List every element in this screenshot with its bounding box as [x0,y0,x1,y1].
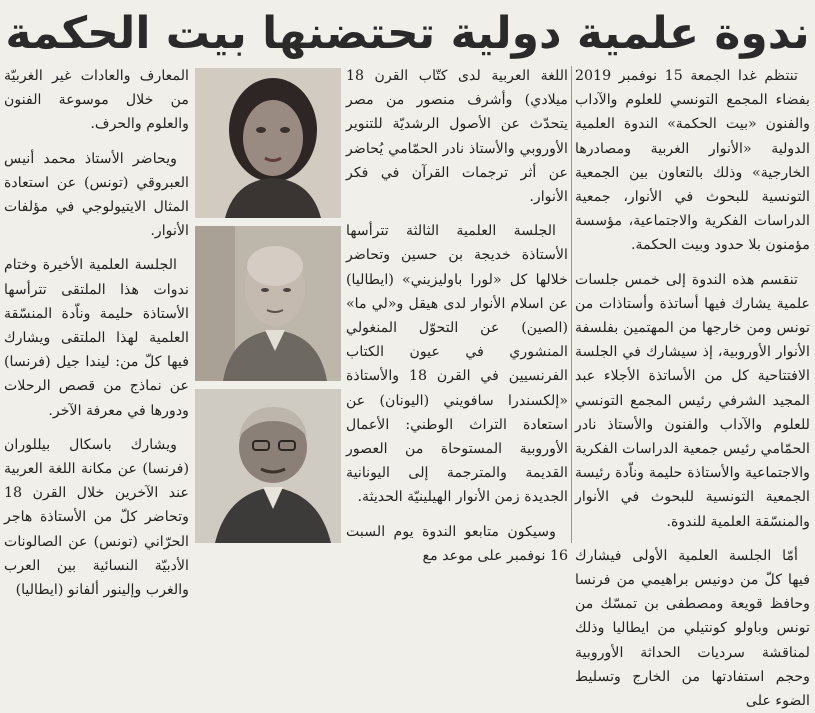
paragraph: الجلسة العلمية الثالثة تترأسها الأستاذة خديجة بن حسين وتحاضر خلالها كل «لورا باوليزيني» (ايطاليا) عن اسلام الأنوار لدى هيقل و«لي ما» (الصين) عن التحوّل المنغولي المنشوري في عيون الكتاب الفرنسيين في القرن 18 والأستاذة «إلكسندرا سافويني (اليونان) عن استعادة التراث الوطني: الأعمال الأوروبية المستوحاة من العصور القديمة والمترجمة إلى اليونانية الجديدة زمن الأنوار الهيلينيّة الحديثة. [346,223,569,506]
paragraph: أمّا الجلسة العلمية الأولى فيشارك فيها كلّ من دونيس براهيمي من فرنسا وحافظ قويعة ومصطفى بن تمسّك من تونس وباولو كونتيلي من ايطاليا وذلك لمناقشة سرديات الحداثة الأوروبية وحجم استفادتها من الخارج وتسليط الضوء على [575,547,810,710]
paragraph: ويشارك باسكال بيللوران (فرنسا) عن مكانة اللغة العربية عند الآخرين خلال القرن 18 وتحاضر كلّ من الأستاذة هاجر الحرّاني (تونس) عن الصالونات الأدبيّة النسائية بين العرب والغرب وإلينور ألفانو (ايطاليا) [4,436,189,599]
column-middle [346,64,569,564]
portrait-photo-woman [195,68,341,218]
paragraph: وسيكون متابعو الندوة يوم السبت 16 نوفمبر على موعد مع [346,523,568,564]
paragraph: المعارف والعادات غير الغربيّة من خلال موسوعة الفنون والعلوم والحرف. [4,68,189,133]
article-headline: ندوة علمية دولية تحتضنها بيت الحكمة [5,7,810,59]
portrait-photo-man-2 [195,389,341,543]
paragraph: ويحاضر الأستاذ محمد أنيس العبروقي (تونس) عن استعادة المثال الايتيولوجي في مؤلفات الأنوار. [4,150,189,240]
column-left [4,64,189,599]
paragraph: تنقسم هذه الندوة إلى خمس جلسات علمية يشارك فيها أساتذة وأستاذات من تونس ومن خارجها من المهتمين بفلسفة الأنوار الأوروبية، إذ سيشارك في الجلسة الافتتاحية كل من الأساتذة الأجلاء عبد المجيد الشرفي رئيس المجمع التونسي للعلوم والآداب والفنون والأستاذ نادر الحمّامي رئيس جمعية الدراسات الفكرية والاجتماعية والأستاذة حليمة وناّدة رئيسة الجمعية التونسية للبحوث في الأنوار والمنسّقة العلمية للندوة. [574,271,810,530]
paragraph: اللغة العربية لدى كتّاب القرن 18 ميلادي) وأشرف منصور من مصر يتحدّث عن الأصول الرشديّة للتنوير الأوروبي والأستاذ نادر الحمّامي يُحاضر عن أثر ترجمات القرآن في فكر الأنوار. [346,68,568,206]
column-right [574,64,810,710]
column-divider [571,66,572,543]
portrait-photo-man [195,226,341,381]
paragraph: تنتظم غدا الجمعة 15 نوفمبر 2019 بفضاء المجمع التونسي للعلوم والآداب والفنون «بيت الحكمة» الندوة العلمية الدولية «الأنوار الغربية ومصادرها الخارجية» وذلك بالتعاون بين الجمعية التونسية للبحوث في الأنوار، جمعية الدراسات الفكرية والاجتماعية، مؤسسة مؤمنون بلا حدود وبيت الحكمة. [575,68,810,254]
paragraph: الجلسة العلمية الأخيرة وختام ندوات هذا الملتقى تترأسها الأستاذة حليمة وناّدة المنسّقة العلمية لهذا الملتقى ويشارك فيها كلّ من: ليندا جيل (فرنسا) عن نماذج من قصص الرحلات ودورها في معرفة الآخر. [4,257,189,419]
